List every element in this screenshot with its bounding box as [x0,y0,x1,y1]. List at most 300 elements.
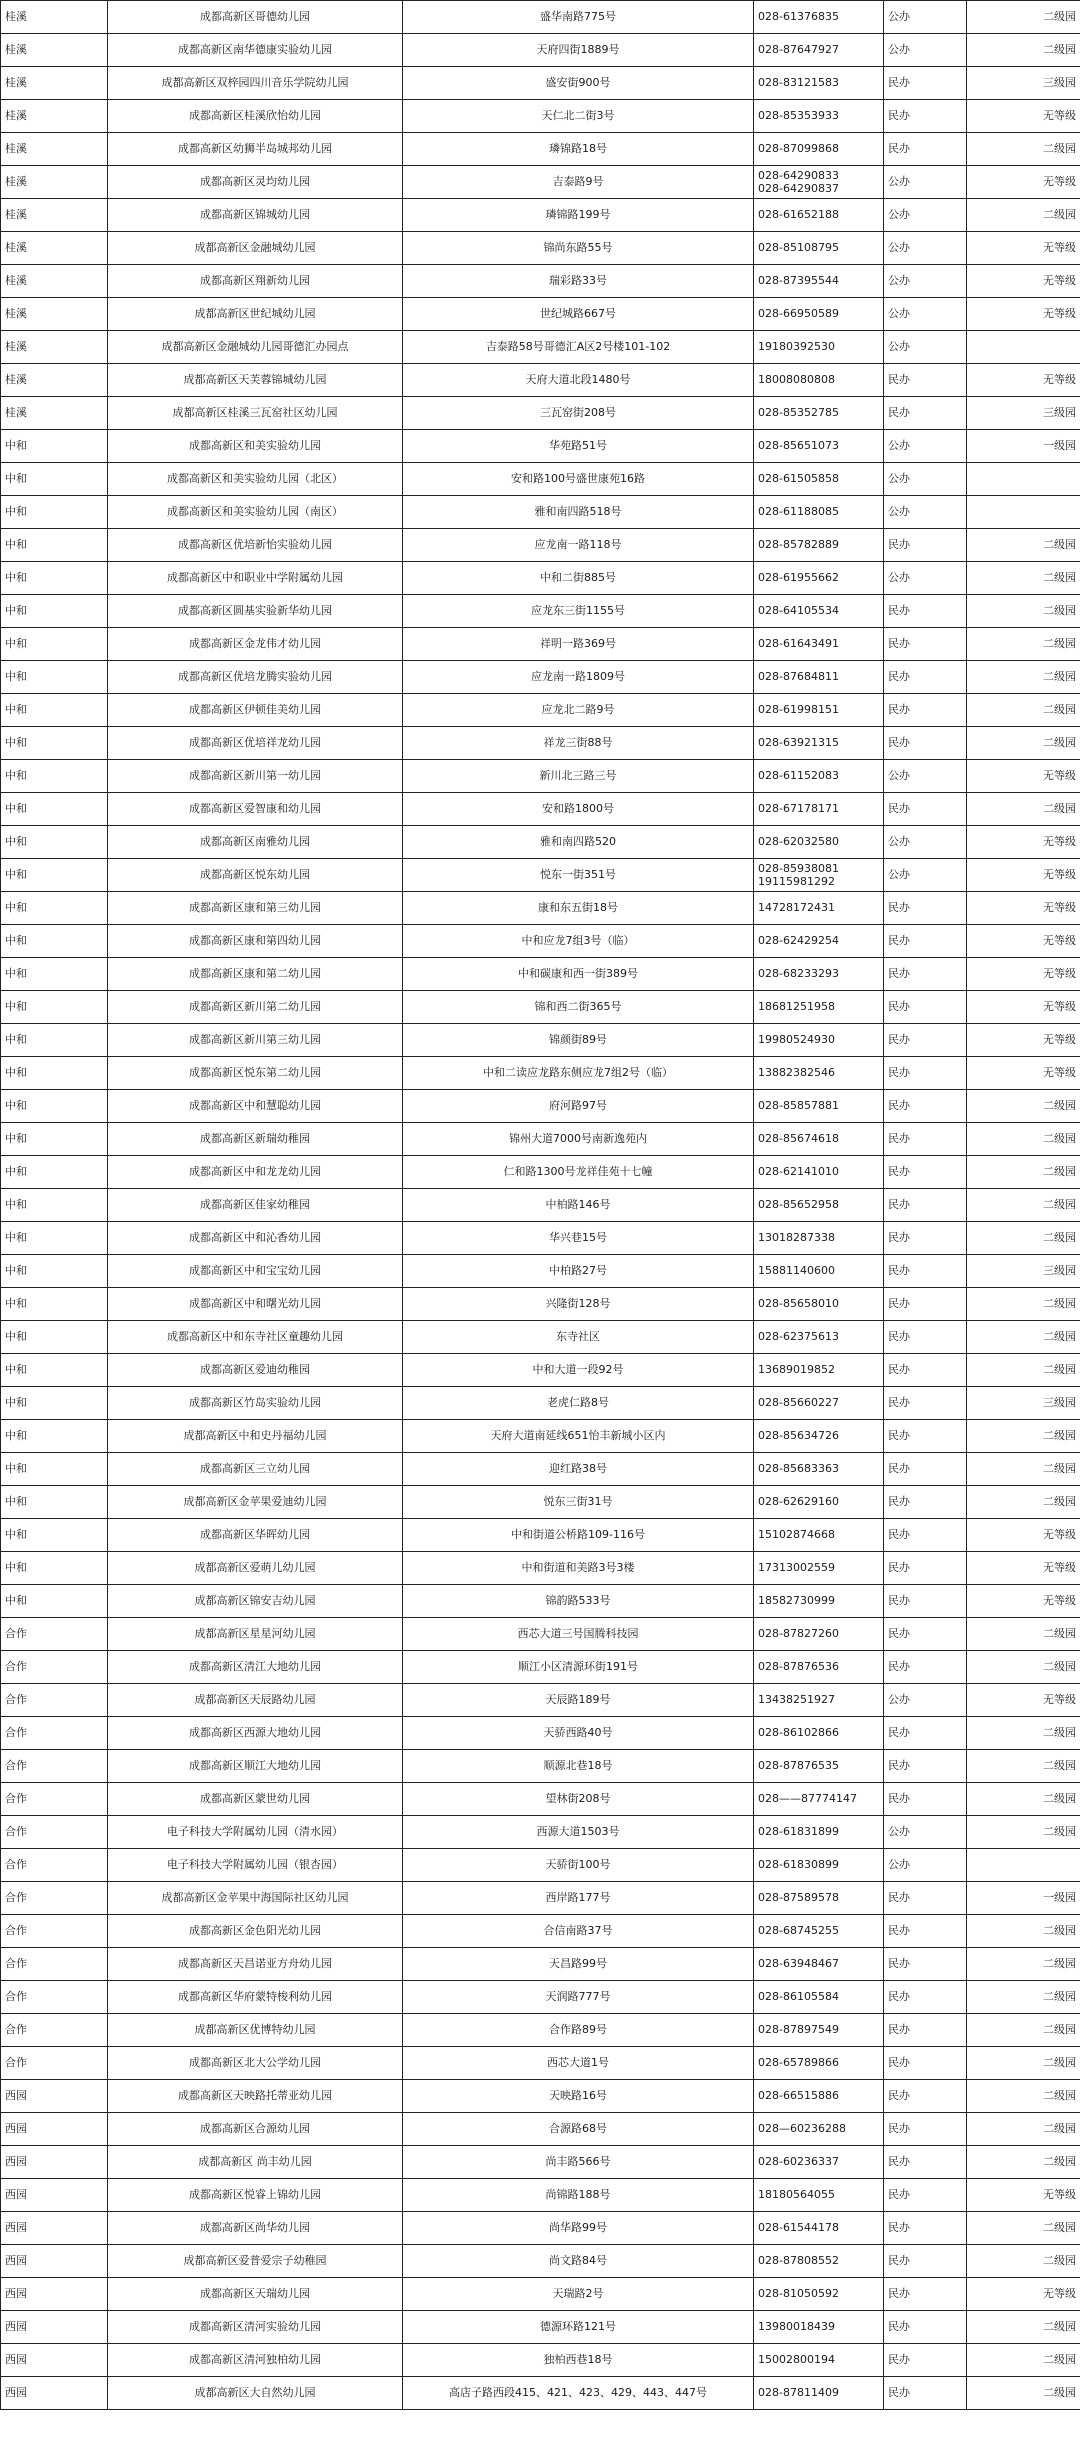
cell-address: 西芯大道1号 [403,2047,754,2080]
cell-grade-level: 一级园 [967,1882,1080,1915]
cell-grade-level: 三级园 [967,397,1080,430]
cell-ownership-type: 民办 [884,1222,967,1255]
cell-district: 中和 [1,1420,108,1453]
cell-kindergarten-name: 成都高新区哥德幼儿园 [108,1,403,34]
cell-grade-level: 一级园 [967,430,1080,463]
cell-grade-level: 无等级 [967,1552,1080,1585]
table-row [1,1453,1080,1486]
cell-district: 中和 [1,859,108,892]
cell-address: 合源路68号 [403,2113,754,2146]
cell-grade-level: 三级园 [967,1255,1080,1288]
cell-grade-level: 二级园 [967,2080,1080,2113]
phone-line: 19115981292 [758,875,835,888]
cell-address: 中和二街885号 [403,562,754,595]
cell-phone: 028-86105584 [754,1981,884,2014]
cell-kindergarten-name: 成都高新区天瑞幼儿园 [108,2278,403,2311]
cell-phone: 028-85353933 [754,100,884,133]
cell-kindergarten-name: 成都高新区中和龙龙幼儿园 [108,1156,403,1189]
cell-district: 西园 [1,2113,108,2146]
cell-kindergarten-name: 成都高新区优培祥龙幼儿园 [108,727,403,760]
cell-grade-level: 二级园 [967,1783,1080,1816]
cell-kindergarten-name: 成都高新区南雅幼儿园 [108,826,403,859]
cell-kindergarten-name: 成都高新区佳家幼稚园 [108,1189,403,1222]
cell-address: 璘锦路199号 [403,199,754,232]
cell-ownership-type: 公办 [884,199,967,232]
cell-grade-level: 二级园 [967,1618,1080,1651]
cell-kindergarten-name: 成都高新区新川第二幼儿园 [108,991,403,1024]
cell-kindergarten-name: 成都高新区顺江大地幼儿园 [108,1750,403,1783]
table-row [1,1123,1080,1156]
cell-district: 中和 [1,1057,108,1090]
cell-phone: 028-87876536 [754,1651,884,1684]
cell-phone: 028-61188085 [754,496,884,529]
cell-district: 西园 [1,2245,108,2278]
cell-district: 中和 [1,1354,108,1387]
cell-phone: 13882382546 [754,1057,884,1090]
cell-grade-level: 二级园 [967,2377,1080,2410]
cell-address: 祥龙三街88号 [403,727,754,760]
cell-grade-level: 二级园 [967,133,1080,166]
cell-address: 尚丰路566号 [403,2146,754,2179]
cell-address: 悦东一街351号 [403,859,754,892]
cell-phone: 028-83121583 [754,67,884,100]
cell-address: 天仁北二街3号 [403,100,754,133]
cell-address: 悦东三街31号 [403,1486,754,1519]
cell-kindergarten-name: 成都高新区清河实验幼儿园 [108,2311,403,2344]
cell-ownership-type: 民办 [884,991,967,1024]
cell-address: 雅和南四路518号 [403,496,754,529]
cell-grade-level: 二级园 [967,2212,1080,2245]
cell-district: 合作 [1,1783,108,1816]
cell-address: 安和路100号盛世康苑16路 [403,463,754,496]
cell-grade-level: 二级园 [967,2344,1080,2377]
cell-address: 天润路777号 [403,1981,754,2014]
cell-address: 顺源北巷18号 [403,1750,754,1783]
cell-address: 应龙南一路1809号 [403,661,754,694]
cell-grade-level: 无等级 [967,2278,1080,2311]
table-row [1,1090,1080,1123]
cell-grade-level: 二级园 [967,2311,1080,2344]
cell-address: 雅和南四路520 [403,826,754,859]
cell-grade-level: 二级园 [967,595,1080,628]
cell-kindergarten-name: 成都高新区康和第二幼儿园 [108,958,403,991]
table-row [1,1849,1080,1882]
cell-district: 合作 [1,1618,108,1651]
cell-district: 中和 [1,463,108,496]
table-row [1,826,1080,859]
table-row [1,331,1080,364]
cell-phone: 028-85782889 [754,529,884,562]
table-row [1,1651,1080,1684]
cell-phone: 028-62375613 [754,1321,884,1354]
cell-address: 华苑路51号 [403,430,754,463]
table-row [1,430,1080,463]
cell-kindergarten-name: 成都高新区中和慧聪幼儿园 [108,1090,403,1123]
cell-kindergarten-name: 成都高新区清河独柏幼儿园 [108,2344,403,2377]
cell-address: 盛华南路775号 [403,1,754,34]
cell-grade-level: 无等级 [967,298,1080,331]
cell-district: 中和 [1,1156,108,1189]
cell-district: 中和 [1,1189,108,1222]
table-row [1,232,1080,265]
cell-district: 中和 [1,1024,108,1057]
cell-kindergarten-name: 成都高新区蒙世幼儿园 [108,1783,403,1816]
table-row [1,1387,1080,1420]
cell-district: 中和 [1,1585,108,1618]
cell-ownership-type: 民办 [884,1519,967,1552]
cell-grade-level: 无等级 [967,232,1080,265]
table-row [1,2014,1080,2047]
cell-phone: 13689019852 [754,1354,884,1387]
cell-district: 中和 [1,727,108,760]
cell-ownership-type: 民办 [884,1057,967,1090]
cell-address: 新川北三路三号 [403,760,754,793]
cell-grade-level: 二级园 [967,1123,1080,1156]
cell-kindergarten-name: 成都高新区新瑞幼稚园 [108,1123,403,1156]
cell-phone: 028-87099868 [754,133,884,166]
cell-phone: 028-63948467 [754,1948,884,1981]
cell-address: 锦尚东路55号 [403,232,754,265]
cell-district: 桂溪 [1,1,108,34]
table-row [1,958,1080,991]
table-row [1,364,1080,397]
table-row [1,1552,1080,1585]
cell-kindergarten-name: 成都高新区优培新怡实验幼儿园 [108,529,403,562]
cell-grade-level: 二级园 [967,1981,1080,2014]
cell-district: 西园 [1,2311,108,2344]
cell-phone: 028-68745255 [754,1915,884,1948]
cell-phone: 028-61998151 [754,694,884,727]
cell-district: 桂溪 [1,166,108,199]
cell-grade-level [967,1849,1080,1882]
table-row [1,1717,1080,1750]
table-row [1,562,1080,595]
cell-district: 西园 [1,2146,108,2179]
cell-phone: 028-60236337 [754,2146,884,2179]
cell-ownership-type: 公办 [884,265,967,298]
cell-ownership-type: 民办 [884,1948,967,1981]
cell-district: 合作 [1,1651,108,1684]
table-row [1,595,1080,628]
cell-district: 西园 [1,2278,108,2311]
cell-kindergarten-name: 成都高新区合源幼儿园 [108,2113,403,2146]
cell-kindergarten-name: 成都高新区伊顿佳美幼儿园 [108,694,403,727]
cell-district: 西园 [1,2344,108,2377]
cell-phone: 18180564055 [754,2179,884,2212]
cell-kindergarten-name: 成都高新区天芙蓉锦城幼儿园 [108,364,403,397]
cell-kindergarten-name: 成都高新区西源大地幼儿园 [108,1717,403,1750]
cell-district: 桂溪 [1,100,108,133]
cell-grade-level: 二级园 [967,2014,1080,2047]
table-row [1,694,1080,727]
cell-kindergarten-name: 成都高新区双梓园四川音乐学院幼儿园 [108,67,403,100]
cell-grade-level: 二级园 [967,1651,1080,1684]
table-row [1,991,1080,1024]
cell-district: 中和 [1,1090,108,1123]
table-row [1,166,1080,199]
cell-grade-level [967,463,1080,496]
cell-ownership-type: 民办 [884,1288,967,1321]
cell-address: 高店子路西段415、421、423、429、443、447号 [403,2377,754,2410]
cell-kindergarten-name: 成都高新区大自然幼儿园 [108,2377,403,2410]
cell-address: 中柏路146号 [403,1189,754,1222]
cell-ownership-type: 民办 [884,2047,967,2080]
cell-grade-level: 二级园 [967,1453,1080,1486]
cell-address: 中和街道公桥路109-116号 [403,1519,754,1552]
table-row [1,1915,1080,1948]
cell-kindergarten-name: 成都高新区爱智康和幼儿园 [108,793,403,826]
cell-ownership-type: 民办 [884,1123,967,1156]
cell-address: 望林街208号 [403,1783,754,1816]
cell-phone: 028-66515886 [754,2080,884,2113]
cell-grade-level: 无等级 [967,1684,1080,1717]
cell-ownership-type: 公办 [884,1816,967,1849]
cell-grade-level: 二级园 [967,1,1080,34]
cell-address: 三瓦窑街208号 [403,397,754,430]
cell-grade-level: 二级园 [967,34,1080,67]
cell-district: 合作 [1,1684,108,1717]
cell-ownership-type: 民办 [884,1585,967,1618]
cell-kindergarten-name: 成都高新区天昌诺亚方舟幼儿园 [108,1948,403,1981]
cell-district: 中和 [1,1519,108,1552]
cell-district: 中和 [1,562,108,595]
cell-district: 桂溪 [1,265,108,298]
cell-ownership-type: 公办 [884,298,967,331]
table-row [1,760,1080,793]
cell-grade-level: 二级园 [967,1090,1080,1123]
cell-phone: 028-62141010 [754,1156,884,1189]
table-row [1,1321,1080,1354]
cell-district: 桂溪 [1,34,108,67]
cell-phone: 028-85857881 [754,1090,884,1123]
cell-ownership-type: 民办 [884,793,967,826]
cell-address: 锦韵路533号 [403,1585,754,1618]
cell-kindergarten-name: 成都高新区金融城幼儿园哥德汇办园点 [108,331,403,364]
cell-grade-level: 无等级 [967,991,1080,1024]
cell-ownership-type: 民办 [884,727,967,760]
cell-grade-level: 无等级 [967,166,1080,199]
cell-phone: 028-85352785 [754,397,884,430]
cell-district: 中和 [1,529,108,562]
cell-address: 天府大道南延线651怡丰新城小区内 [403,1420,754,1453]
cell-grade-level: 二级园 [967,2146,1080,2179]
cell-grade-level: 二级园 [967,1156,1080,1189]
cell-phone: 028—60236288 [754,2113,884,2146]
table-row [1,2344,1080,2377]
cell-ownership-type: 公办 [884,166,967,199]
cell-phone: 028-87811409 [754,2377,884,2410]
cell-grade-level: 二级园 [967,1321,1080,1354]
cell-kindergarten-name: 成都高新区金龙伟才幼儿园 [108,628,403,661]
cell-address: 锦州大道7000号南新逸苑内 [403,1123,754,1156]
table-row [1,2311,1080,2344]
table-row [1,1486,1080,1519]
cell-address: 合作路89号 [403,2014,754,2047]
cell-address: 锦颜街89号 [403,1024,754,1057]
table-row [1,1288,1080,1321]
cell-grade-level: 二级园 [967,694,1080,727]
table-row [1,1420,1080,1453]
cell-address: 世纪城路667号 [403,298,754,331]
cell-grade-level: 无等级 [967,958,1080,991]
cell-kindergarten-name: 成都高新区中和职业中学附属幼儿园 [108,562,403,595]
cell-grade-level: 二级园 [967,2113,1080,2146]
cell-grade-level: 二级园 [967,661,1080,694]
cell-kindergarten-name: 成都高新区幼狮半岛城邦幼儿园 [108,133,403,166]
cell-grade-level: 无等级 [967,760,1080,793]
cell-ownership-type: 公办 [884,562,967,595]
cell-ownership-type: 民办 [884,1156,967,1189]
cell-grade-level: 无等级 [967,2179,1080,2212]
cell-district: 合作 [1,1948,108,1981]
phone-line: 028-85938081 [758,862,839,875]
cell-kindergarten-name: 成都高新区翔新幼儿园 [108,265,403,298]
cell-grade-level: 无等级 [967,100,1080,133]
table-row [1,628,1080,661]
table-row [1,34,1080,67]
cell-district: 中和 [1,1387,108,1420]
table-row [1,1684,1080,1717]
cell-district: 中和 [1,1123,108,1156]
cell-phone: 028-61505858 [754,463,884,496]
cell-ownership-type: 民办 [884,1453,967,1486]
cell-address: 西岸路177号 [403,1882,754,1915]
cell-kindergarten-name: 成都高新区华府蒙特梭利幼儿园 [108,1981,403,2014]
cell-ownership-type: 民办 [884,2377,967,2410]
cell-district: 中和 [1,1486,108,1519]
table-row [1,1024,1080,1057]
cell-district: 合作 [1,2047,108,2080]
table-row [1,496,1080,529]
cell-address: 天骄西路40号 [403,1717,754,1750]
cell-address: 尚华路99号 [403,2212,754,2245]
cell-district: 西园 [1,2212,108,2245]
table-row [1,1981,1080,2014]
cell-ownership-type: 民办 [884,628,967,661]
cell-address: 锦和西二街365号 [403,991,754,1024]
cell-address: 府河路97号 [403,1090,754,1123]
cell-kindergarten-name: 成都高新区中和东寺社区童趣幼儿园 [108,1321,403,1354]
cell-address: 璘锦路18号 [403,133,754,166]
cell-address: 天瑞路2号 [403,2278,754,2311]
table-row [1,925,1080,958]
cell-address: 康和东五街18号 [403,892,754,925]
cell-grade-level: 二级园 [967,1420,1080,1453]
cell-address: 中和二读应龙路东侧应龙7组2号（临） [403,1057,754,1090]
cell-ownership-type: 民办 [884,595,967,628]
cell-kindergarten-name: 成都高新区北大公学幼儿园 [108,2047,403,2080]
cell-phone: 028-65789866 [754,2047,884,2080]
cell-phone: 028-63921315 [754,727,884,760]
cell-ownership-type: 民办 [884,925,967,958]
table-row [1,100,1080,133]
cell-ownership-type: 民办 [884,100,967,133]
cell-kindergarten-name: 成都高新区康和第三幼儿园 [108,892,403,925]
cell-kindergarten-name: 成都高新区悦东第二幼儿园 [108,1057,403,1090]
table-row [1,529,1080,562]
cell-district: 桂溪 [1,133,108,166]
cell-address: 西源大道1503号 [403,1816,754,1849]
cell-grade-level: 二级园 [967,1486,1080,1519]
table-row [1,727,1080,760]
cell-kindergarten-name: 成都高新区和美实验幼儿园（北区） [108,463,403,496]
cell-kindergarten-name: 成都高新区尚华幼儿园 [108,2212,403,2245]
cell-district: 合作 [1,1750,108,1783]
cell-ownership-type: 民办 [884,1750,967,1783]
cell-phone: 028-62629160 [754,1486,884,1519]
cell-ownership-type: 民办 [884,1783,967,1816]
cell-district: 合作 [1,2014,108,2047]
cell-district: 桂溪 [1,364,108,397]
cell-grade-level: 二级园 [967,199,1080,232]
cell-district: 中和 [1,925,108,958]
cell-district: 中和 [1,958,108,991]
cell-address: 顺江小区清源环街191号 [403,1651,754,1684]
cell-address: 应龙南一路118号 [403,529,754,562]
phone-line: 028-64290837 [758,182,839,195]
cell-kindergarten-name: 成都高新区锦城幼儿园 [108,199,403,232]
cell-address: 吉泰路9号 [403,166,754,199]
cell-ownership-type: 民办 [884,661,967,694]
cell-address: 华兴巷15号 [403,1222,754,1255]
cell-kindergarten-name: 成都高新区优培龙腾实验幼儿园 [108,661,403,694]
cell-kindergarten-name: 成都高新区爱普爱宗子幼稚园 [108,2245,403,2278]
cell-phone: 028-85634726 [754,1420,884,1453]
cell-address: 祥明一路369号 [403,628,754,661]
cell-district: 合作 [1,1882,108,1915]
cell-phone: 17313002559 [754,1552,884,1585]
table-body [1,1,1080,2410]
cell-ownership-type: 民办 [884,67,967,100]
cell-grade-level: 二级园 [967,1948,1080,1981]
cell-district: 中和 [1,628,108,661]
cell-district: 中和 [1,661,108,694]
cell-kindergarten-name: 成都高新区 尚丰幼儿园 [108,2146,403,2179]
cell-kindergarten-name: 成都高新区灵均幼儿园 [108,166,403,199]
cell-ownership-type: 公办 [884,430,967,463]
table-row [1,2278,1080,2311]
cell-grade-level: 无等级 [967,859,1080,892]
cell-phone: 028-87647927 [754,34,884,67]
cell-ownership-type: 民办 [884,1618,967,1651]
cell-ownership-type: 民办 [884,1387,967,1420]
cell-address: 中和碳康和西一街389号 [403,958,754,991]
cell-address: 老虎仁路8号 [403,1387,754,1420]
cell-kindergarten-name: 成都高新区和美实验幼儿园 [108,430,403,463]
cell-district: 中和 [1,826,108,859]
table-row [1,265,1080,298]
cell-ownership-type: 民办 [884,1090,967,1123]
cell-kindergarten-name: 成都高新区优博特幼儿园 [108,2014,403,2047]
cell-address: 尚锦路188号 [403,2179,754,2212]
cell-grade-level: 无等级 [967,1519,1080,1552]
cell-kindergarten-name: 成都高新区金融城幼儿园 [108,232,403,265]
cell-ownership-type: 民办 [884,1321,967,1354]
table-row [1,1222,1080,1255]
cell-grade-level: 二级园 [967,727,1080,760]
cell-district: 合作 [1,1915,108,1948]
cell-ownership-type: 民办 [884,2311,967,2344]
cell-ownership-type: 民办 [884,1915,967,1948]
table-row [1,1948,1080,1981]
cell-ownership-type: 民办 [884,2245,967,2278]
cell-district: 西园 [1,2377,108,2410]
table-row [1,1750,1080,1783]
cell-phone: 028-87395544 [754,265,884,298]
cell-kindergarten-name: 成都高新区三立幼儿园 [108,1453,403,1486]
cell-phone [754,166,884,199]
table-row [1,1816,1080,1849]
